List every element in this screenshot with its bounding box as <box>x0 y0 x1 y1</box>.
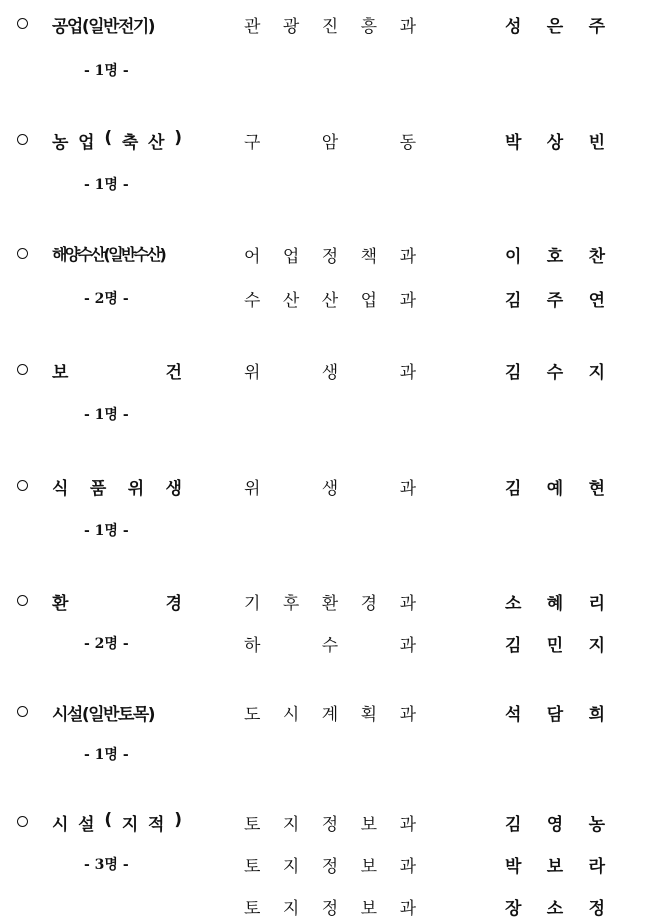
glyph: 흥 <box>360 17 378 37</box>
glyph: 위 <box>127 479 145 499</box>
glyph: 업 <box>360 291 378 311</box>
glyph: ( <box>104 810 113 830</box>
dept-name <box>244 286 416 311</box>
glyph: 축 <box>121 133 139 153</box>
glyph: 토 <box>244 815 261 835</box>
glyph: 수 <box>244 291 261 311</box>
glyph: 품 <box>89 479 107 499</box>
glyph: 산 <box>321 291 339 311</box>
person-name <box>505 12 605 37</box>
dept-name <box>244 589 416 614</box>
glyph: 담 <box>546 705 564 725</box>
circle-bullet-icon <box>17 480 28 491</box>
dept-name <box>244 894 416 919</box>
headcount: - 2명 - <box>84 291 129 307</box>
glyph: 암 <box>321 133 339 153</box>
dept-name <box>244 128 416 153</box>
glyph: ( <box>104 128 113 148</box>
glyph: 수 <box>546 363 564 383</box>
glyph: 이 <box>505 247 522 267</box>
glyph: ) <box>174 810 182 830</box>
glyph: 환 <box>52 594 69 614</box>
glyph: 설 <box>78 815 95 835</box>
headcount: - 3명 - <box>84 857 129 873</box>
person-name <box>505 852 605 877</box>
glyph: 지 <box>121 815 139 835</box>
person-name <box>505 894 605 919</box>
glyph: 호 <box>546 247 564 267</box>
person-name <box>505 700 605 725</box>
glyph: ) <box>174 128 182 148</box>
glyph: 소 <box>546 899 564 919</box>
glyph: 수 <box>321 636 339 656</box>
glyph: 과 <box>399 636 416 656</box>
glyph: 라 <box>588 857 605 877</box>
glyph: 환 <box>321 594 339 614</box>
circle-bullet-icon <box>17 816 28 827</box>
dept-name <box>244 474 416 499</box>
person-name <box>505 474 605 499</box>
glyph: 과 <box>399 815 416 835</box>
glyph: 식 <box>52 479 69 499</box>
glyph: 찬 <box>588 247 605 267</box>
circle-bullet-icon <box>17 364 28 375</box>
field-label <box>52 474 182 499</box>
glyph: 업 <box>78 133 95 153</box>
person-name <box>505 286 605 311</box>
glyph: 시 <box>282 705 300 725</box>
dept-name <box>244 810 416 835</box>
glyph: 과 <box>399 291 416 311</box>
glyph: 보 <box>360 857 378 877</box>
glyph: 소 <box>505 594 522 614</box>
circle-bullet-icon <box>17 706 28 717</box>
person-name <box>505 358 605 383</box>
glyph: 보 <box>360 815 378 835</box>
glyph: 성 <box>505 17 522 37</box>
glyph: 과 <box>399 363 416 383</box>
glyph: 희 <box>588 705 605 725</box>
glyph: 지 <box>588 363 605 383</box>
field-label: 공업(일반전기) <box>52 17 155 37</box>
field-label <box>52 589 182 614</box>
glyph: 보 <box>52 363 69 383</box>
dept-name <box>244 631 416 656</box>
glyph: 박 <box>505 133 522 153</box>
glyph: 획 <box>360 705 378 725</box>
field-label: 시설(일반토목) <box>52 705 155 725</box>
glyph: 농 <box>52 133 69 153</box>
glyph: 김 <box>505 636 522 656</box>
glyph: 주 <box>546 291 564 311</box>
headcount: - 2명 - <box>84 636 129 652</box>
glyph: 산 <box>282 291 300 311</box>
glyph: 과 <box>399 594 416 614</box>
glyph: 적 <box>148 815 165 835</box>
glyph: 경 <box>360 594 378 614</box>
glyph: 연 <box>588 291 605 311</box>
glyph: 토 <box>244 899 261 919</box>
glyph: 시 <box>52 815 69 835</box>
circle-bullet-icon <box>17 134 28 145</box>
glyph: 하 <box>244 636 261 656</box>
glyph: 후 <box>282 594 300 614</box>
glyph: 과 <box>399 899 416 919</box>
glyph: 생 <box>321 363 339 383</box>
field-label <box>52 810 182 835</box>
headcount: - 1명 - <box>84 177 129 193</box>
glyph: 김 <box>505 815 522 835</box>
person-name <box>505 810 605 835</box>
glyph: 산 <box>148 133 165 153</box>
glyph: 박 <box>505 857 522 877</box>
glyph: 주 <box>588 17 605 37</box>
glyph: 생 <box>321 479 339 499</box>
glyph: 정 <box>321 899 339 919</box>
glyph: 김 <box>505 479 522 499</box>
glyph: 혜 <box>546 594 564 614</box>
dept-name <box>244 242 416 267</box>
glyph: 업 <box>282 247 300 267</box>
glyph: 관 <box>244 17 261 37</box>
glyph: 보 <box>546 857 564 877</box>
glyph: 민 <box>546 636 564 656</box>
glyph: 지 <box>282 899 300 919</box>
dept-name <box>244 358 416 383</box>
person-name <box>505 631 605 656</box>
glyph: 경 <box>165 594 182 614</box>
glyph: 현 <box>588 479 605 499</box>
glyph: 장 <box>505 899 522 919</box>
glyph: 정 <box>588 899 605 919</box>
glyph: 도 <box>244 705 261 725</box>
glyph: 과 <box>399 857 416 877</box>
circle-bullet-icon <box>17 18 28 29</box>
field-label <box>52 358 182 383</box>
glyph: 과 <box>399 479 416 499</box>
glyph: 정 <box>321 815 339 835</box>
glyph: 상 <box>546 133 564 153</box>
glyph: 구 <box>244 133 261 153</box>
headcount: - 1명 - <box>84 523 129 539</box>
dept-name <box>244 852 416 877</box>
field-label: 해양수산(일반수산) <box>52 245 165 264</box>
person-name <box>505 589 605 614</box>
headcount: - 1명 - <box>84 747 129 763</box>
glyph: 건 <box>165 363 182 383</box>
glyph: 기 <box>244 594 261 614</box>
glyph: 지 <box>588 636 605 656</box>
circle-bullet-icon <box>17 248 28 259</box>
glyph: 정 <box>321 857 339 877</box>
glyph: 동 <box>399 133 416 153</box>
glyph: 농 <box>588 815 605 835</box>
glyph: 보 <box>360 899 378 919</box>
glyph: 지 <box>282 857 300 877</box>
glyph: 석 <box>505 705 522 725</box>
glyph: 빈 <box>588 133 605 153</box>
glyph: 과 <box>399 17 416 37</box>
glyph: 토 <box>244 857 261 877</box>
person-name <box>505 128 605 153</box>
glyph: 과 <box>399 247 416 267</box>
circle-bullet-icon <box>17 595 28 606</box>
glyph: 과 <box>399 705 416 725</box>
glyph: 계 <box>321 705 339 725</box>
glyph: 생 <box>165 479 182 499</box>
person-name <box>505 242 605 267</box>
glyph: 영 <box>546 815 564 835</box>
glyph: 진 <box>321 17 339 37</box>
field-label <box>52 128 182 153</box>
glyph: 예 <box>546 479 564 499</box>
glyph: 지 <box>282 815 300 835</box>
glyph: 위 <box>244 479 261 499</box>
headcount: - 1명 - <box>84 407 129 423</box>
glyph: 은 <box>546 17 564 37</box>
glyph: 광 <box>282 17 300 37</box>
glyph: 어 <box>244 247 261 267</box>
glyph: 위 <box>244 363 261 383</box>
glyph: 김 <box>505 363 522 383</box>
glyph: 리 <box>588 594 605 614</box>
glyph: 책 <box>360 247 378 267</box>
glyph: 김 <box>505 291 522 311</box>
dept-name <box>244 700 416 725</box>
dept-name <box>244 12 416 37</box>
glyph: 정 <box>321 247 339 267</box>
headcount: - 1명 - <box>84 63 129 79</box>
